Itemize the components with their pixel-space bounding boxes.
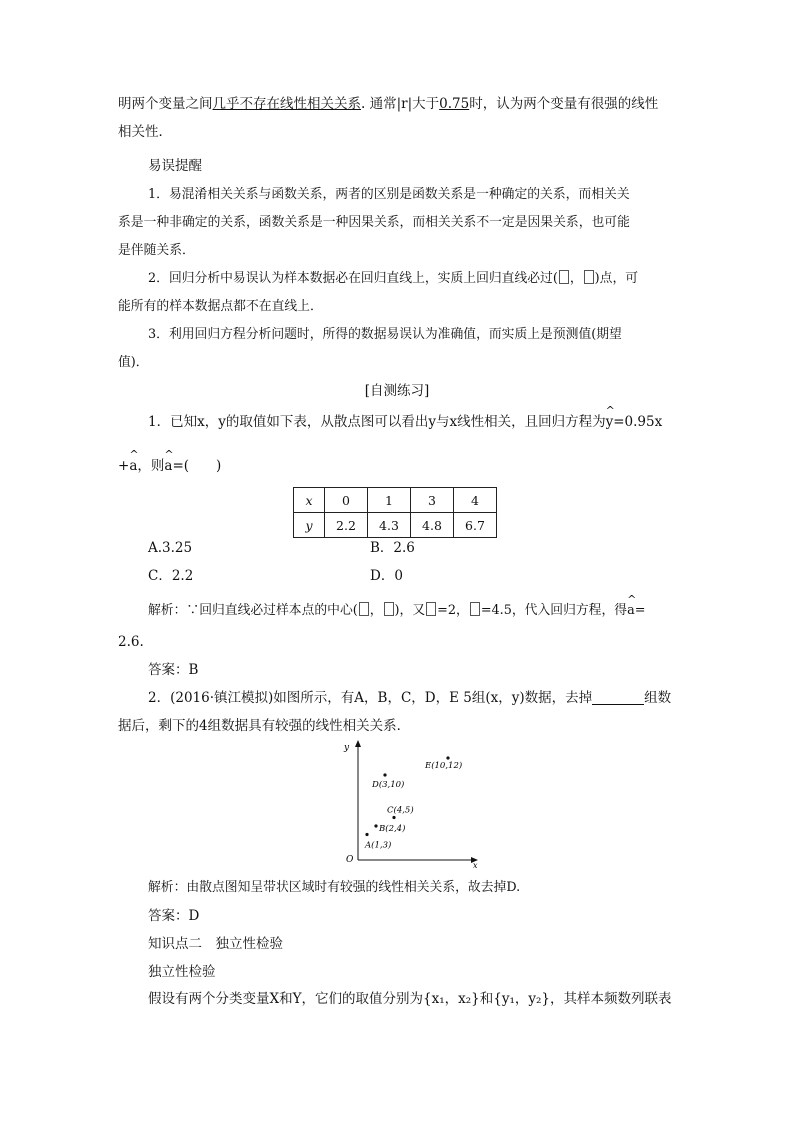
table-cell: y: [294, 513, 325, 538]
y-axis-label: y: [344, 743, 350, 753]
table-cell: 4.3: [368, 513, 411, 538]
table-row: [294, 513, 497, 538]
text: =0.95x: [613, 414, 663, 430]
scatter-point: [383, 773, 386, 776]
table-cell: 4.8: [411, 513, 454, 538]
paragraph-line: [118, 94, 658, 114]
table-cell: 0: [325, 488, 368, 513]
question-line: [148, 412, 662, 432]
section-title: [自测练习]: [364, 383, 430, 399]
text: =2，: [437, 603, 469, 618]
text: 明两个变量之间: [118, 96, 213, 112]
answer: 答案：D: [148, 908, 200, 924]
text: . 通常|r|大于: [361, 96, 440, 112]
text: =: [634, 603, 646, 618]
scatter-point: [446, 756, 449, 759]
tip-line: 2．回归分析中易误认为样本数据必在回归直线上，实质上回归直线必过( ， )点，可: [148, 271, 639, 286]
scatter-figure: [340, 738, 480, 868]
question-line: [118, 456, 221, 476]
solution-line: 解析：由散点图知呈带状区域时有较强的线性相关关系，故去掉D.: [148, 880, 521, 895]
point-label: D(3,10): [372, 780, 405, 790]
scatter-point: [392, 816, 395, 819]
text: 2．回归分析中易误认为样本数据必在回归直线上，实质上回归直线必过(: [148, 271, 558, 286]
text: 点，可: [599, 271, 639, 286]
y-axis-arrow: [355, 740, 361, 747]
tip-line: 3．利用回归方程分析问题时，所得的数据易误认为准确值，而实质上是预测值(期望: [148, 327, 622, 342]
option-b: B．2.6: [370, 540, 415, 556]
text: ，则: [137, 458, 165, 474]
data-table: [293, 487, 497, 538]
table-cell: 6.7: [454, 513, 497, 538]
tip-line: 是伴随关系．: [118, 243, 195, 258]
scatter-points: [364, 756, 462, 850]
tip-line: 值)．: [118, 355, 149, 370]
table-cell: 3: [411, 488, 454, 513]
paragraph-line: 假设有两个分类变量X和Y，它们的取值分别为{x₁，x₂}和{y₁，y₂}，其样本频数列联表: [148, 991, 672, 1007]
origin-label: O: [346, 855, 354, 865]
y-hat: ^ y: [606, 412, 614, 432]
text: =4.5，代入回归方程，得: [480, 603, 628, 618]
answer-blank: [592, 690, 644, 705]
a-hat: ^ a: [164, 456, 172, 476]
tip-title: 易误提醒: [148, 158, 202, 174]
point-label: E(10,12): [425, 761, 463, 771]
point-label: C(4,5): [387, 805, 414, 816]
image-placeholder: [470, 602, 480, 616]
text: 2．(2016·镇江模拟)如图所示，有A，B，C，D，E 5组(x，y)数据，去掉: [148, 690, 593, 706]
scatter-point: [374, 824, 377, 827]
question-line: [148, 688, 671, 708]
image-placeholder: [559, 270, 569, 284]
text: 组数: [644, 690, 672, 706]
table-cell: 4: [454, 488, 497, 513]
table-row: [294, 488, 497, 513]
tip-line: 能所有的样本数据点都不在直线上．: [118, 299, 323, 314]
knowledge-point-title: 知识点二 独立性检验: [148, 936, 283, 952]
question-line: 据后，剩下的4组数据具有较强的线性相关关系．: [118, 718, 411, 734]
text: 解析：∵回归直线必过样本点的中心(: [148, 603, 358, 618]
option-a: A.3.25: [148, 540, 193, 556]
image-placeholder: [426, 602, 436, 616]
point-label: A(1,3): [365, 840, 392, 851]
a-hat: ^ a: [627, 601, 635, 621]
a-hat: ^ a: [129, 456, 137, 476]
x-axis-label: x: [473, 861, 478, 868]
point-label: B(2,4): [379, 824, 406, 834]
text: +: [118, 458, 130, 474]
table-cell: 1: [368, 488, 411, 513]
solution-line: 2.6.: [118, 634, 144, 650]
table-cell: 2.2: [325, 513, 368, 538]
option-d: D．0: [370, 568, 403, 584]
underlined-text: 0.75: [439, 96, 470, 112]
image-placeholder: [384, 602, 394, 616]
underlined-text: 几乎不存在线性相关关系: [212, 96, 361, 112]
answer: 答案：B: [148, 662, 199, 678]
subheading: 独立性检验: [148, 964, 216, 980]
table-cell: x: [294, 488, 325, 513]
text: 1．已知x，y的取值如下表，从散点图可以看出y与x线性相关，且回归方程为: [148, 414, 606, 430]
scatter-point: [365, 833, 368, 836]
tip-line: 1．易混淆相关关系与函数关系，两者的区别是函数关系是一种确定的关系，而相关关: [148, 187, 630, 202]
text: )，又: [394, 603, 426, 618]
tip-line: 系是一种非确定的关系，函数关系是一种因果关系，而相关关系不一定是因果关系，也可能: [118, 215, 630, 230]
text: 时，认为两个变量有很强的线性: [469, 96, 659, 112]
option-c: C．2.2: [148, 568, 194, 584]
image-placeholder: [584, 270, 594, 284]
paragraph-line: 相关性．: [118, 124, 172, 140]
solution-line: 解析：∵回归直线必过样本点的中心( ， )，又 =2， =4.5，代入回归方程，得^ a=: [148, 601, 645, 621]
text: =( ): [172, 458, 222, 474]
image-placeholder: [359, 602, 369, 616]
